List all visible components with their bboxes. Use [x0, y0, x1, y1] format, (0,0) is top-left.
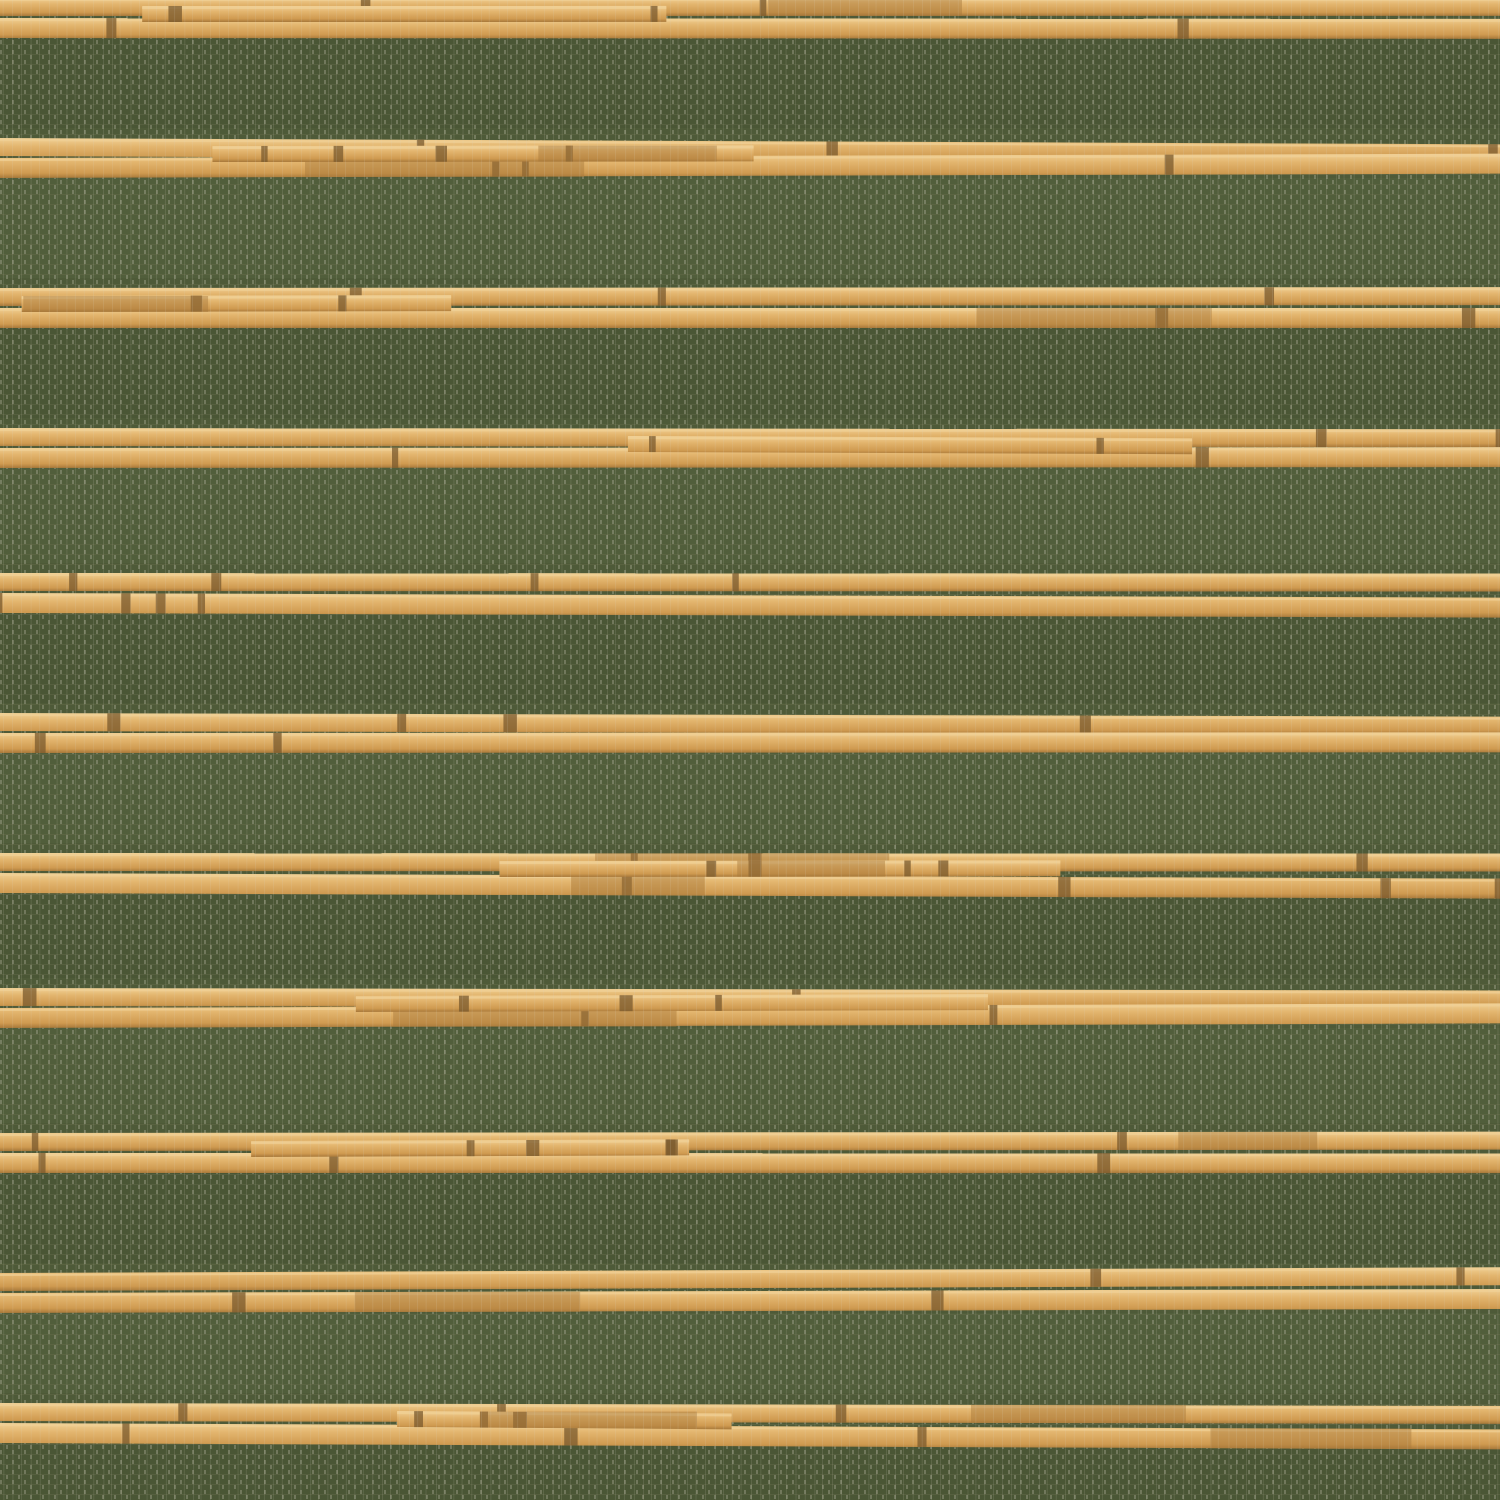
bamboo-node: [436, 146, 447, 162]
bamboo-node: [651, 6, 658, 22]
bamboo-cane: [0, 1289, 1500, 1313]
bamboo-cane: [356, 994, 988, 1012]
bamboo-node: [121, 593, 130, 613]
bamboo-node: [706, 861, 716, 877]
bamboo-node: [564, 1425, 577, 1445]
bamboo-node: [32, 1133, 38, 1151]
bamboo-node: [69, 573, 77, 591]
bamboo-cane: [0, 1153, 1500, 1173]
bamboo-node: [198, 594, 205, 614]
bamboo-node: [168, 6, 182, 22]
bamboo-node: [1058, 877, 1070, 897]
bamboo-node: [107, 713, 120, 731]
bamboo-node: [392, 448, 398, 468]
bamboo-node: [397, 714, 406, 732]
bamboo-node: [665, 1139, 677, 1155]
bamboo-node: [273, 733, 281, 753]
bamboo-cane: [0, 732, 1500, 753]
bamboo-cane: [0, 1132, 1500, 1151]
bamboo-node: [904, 861, 910, 877]
bamboo-node: [178, 1403, 187, 1421]
bamboo-node: [649, 436, 656, 452]
bamboo-node: [1495, 879, 1500, 899]
bamboo-node: [1097, 1153, 1110, 1173]
bamboo-cane: [212, 145, 753, 162]
bamboo-node: [1090, 1269, 1101, 1287]
bamboo-node: [1096, 438, 1103, 454]
bamboo-cane: [397, 1411, 731, 1429]
bamboo-node: [338, 295, 346, 311]
bamboo-node: [1178, 19, 1189, 39]
bamboo-node: [211, 573, 221, 591]
bamboo-node: [1117, 1132, 1127, 1150]
bamboo-node: [467, 1140, 475, 1156]
bamboo-node: [503, 714, 516, 732]
bamboo-node: [836, 1405, 847, 1423]
bamboo-node: [156, 594, 166, 614]
bamboo-node: [620, 995, 633, 1011]
bamboo-node: [1496, 429, 1500, 447]
bamboo-node: [732, 573, 739, 591]
bamboo-node: [0, 593, 2, 613]
bamboo-cane: [628, 436, 1192, 454]
bamboo-node: [1080, 716, 1091, 734]
bamboo-cane: [0, 713, 1500, 735]
bamboo-node: [1456, 1267, 1464, 1285]
bamboo-node: [232, 1292, 245, 1312]
bamboo-node: [1380, 878, 1390, 898]
bamboo-node: [526, 1140, 539, 1156]
bamboo-node: [1462, 308, 1475, 328]
bamboo-node: [1356, 854, 1367, 872]
bamboo-node: [760, 0, 767, 16]
bamboo-node: [459, 996, 469, 1012]
bamboo-node: [715, 995, 722, 1011]
bamboo-node: [334, 146, 344, 162]
bamboo-node: [122, 1424, 129, 1444]
bamboo-node: [938, 860, 948, 876]
bamboo-node: [106, 18, 116, 38]
bamboo-cane: [251, 1139, 689, 1157]
bamboo-node: [39, 1153, 46, 1173]
bamboo-node: [414, 1411, 423, 1427]
bamboo-node: [1165, 155, 1174, 175]
bamboo-node: [35, 733, 46, 753]
bamboo-cane: [142, 6, 666, 22]
bamboo-node: [1196, 447, 1209, 467]
bamboo-node: [23, 988, 37, 1006]
bamboo-node: [931, 1290, 943, 1310]
bamboo-cane: [22, 295, 451, 312]
bamboo-cane: [0, 1403, 1500, 1424]
bamboo-cane: [0, 573, 1500, 592]
bamboo-cane: [499, 860, 1060, 877]
bamboo-node: [658, 288, 666, 306]
